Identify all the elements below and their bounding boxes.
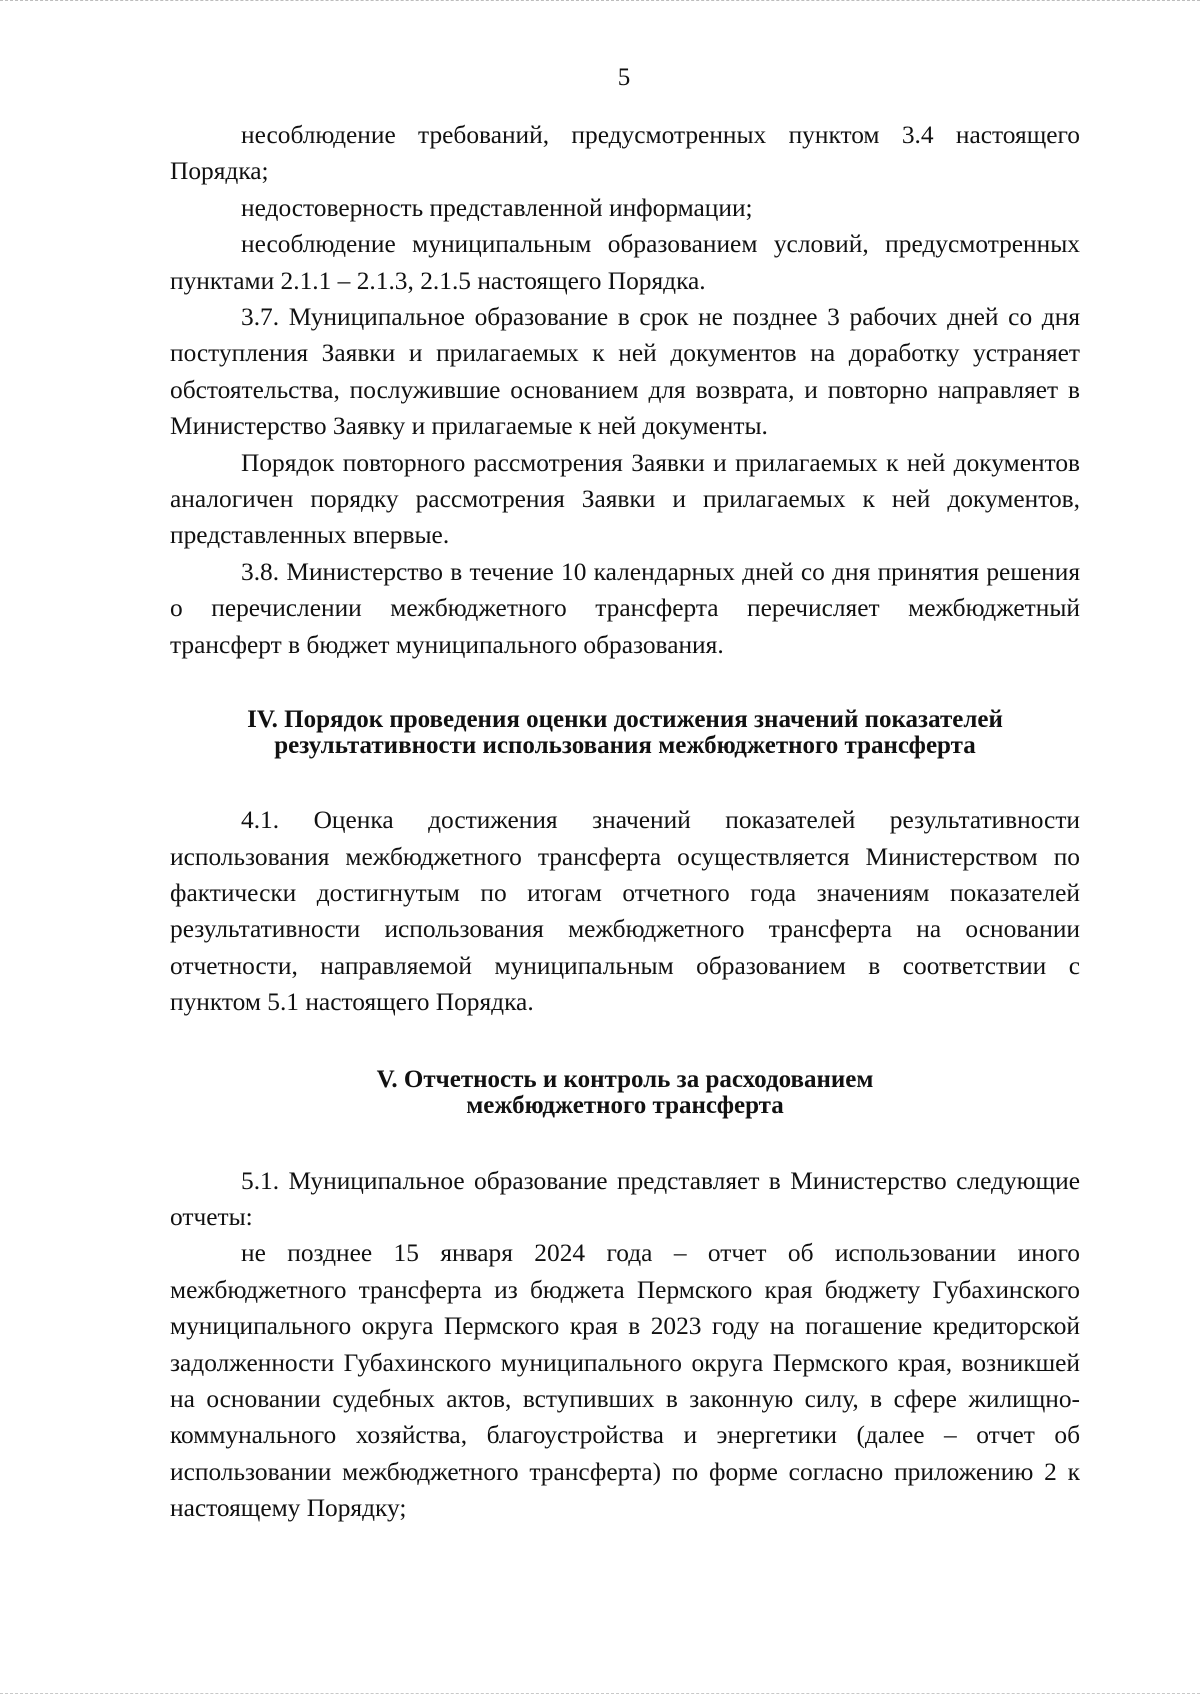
paragraph-3-8: 3.8. Министерство в течение 10 календарных дней со дня принятия решения о перечислении межбюджетного трансферта перечисляет межбюджетный трансферт в бюджет муниципального образования. [170, 557, 1080, 659]
scan-edge-bottom [0, 1693, 1200, 1694]
page-number: 5 [617, 64, 631, 91]
section-heading-iv-line-1: IV. Порядок проведения оценки достижения значений показателей [247, 706, 1003, 734]
paragraph: несоблюдение требований, предусмотренных пунктом 3.4 настоящего Порядка; [170, 121, 1080, 186]
paragraph: не позднее 15 января 2024 года – отчет об использовании иного межбюджетного трансферта из бюджета Пермского края бюджету Губахинского муниципального округа Пермского края в 2023 году на погашение кредиторской задолженности Губахинского муниципального округа Пермского края, возникшей на основании судебных актов, вступивших в законную силу, в сфере жилищно-коммунального хозяйства, благоустройства и энергетики (далее – отчет об использовании межбюджетного трансферта) по форме согласно приложению 2 к настоящему Порядку; [170, 1239, 1080, 1523]
paragraph: несоблюдение муниципальным образованием условий, предусмотренных пунктами 2.1.1 – 2.1.3, 2.1.5 настоящего Порядка. [170, 230, 1080, 295]
section-heading-v [170, 1067, 1080, 1119]
section-heading-iv-line-2: результативности использования межбюджетного трансферта [274, 732, 976, 760]
paragraph: недостоверность представленной информации; [241, 193, 753, 222]
paragraph: Порядок повторного рассмотрения Заявки и прилагаемых к ней документов аналогичен порядку рассмотрения Заявки и прилагаемых к ней документов, представленных впервые. [170, 448, 1080, 550]
scan-edge-top [0, 0, 1200, 1]
section-heading-v-line-1: V. Отчетность и контроль за расходованием [376, 1065, 874, 1093]
section-heading-v-line-2: межбюджетного трансферта [466, 1091, 784, 1119]
document-body [170, 117, 1080, 1527]
section-heading-iv [170, 707, 1080, 759]
paragraph-5-1: 5.1. Муниципальное образование представляет в Министерство следующие отчеты: [170, 1166, 1080, 1231]
paragraph-3-7: 3.7. Муниципальное образование в срок не позднее 3 рабочих дней со дня поступления Заявки и прилагаемых к ней документов на доработку устраняет обстоятельства, послужившие основанием для возврата, и повторно направляет в Министерство Заявку и прилагаемые к ней документы. [170, 303, 1080, 441]
paragraph-4-1: 4.1. Оценка достижения значений показателей результативности использования межбюджетного трансферта осуществляется Министерством по фактически достигнутым по итогам отчетного года значениям показателей результативности использования межбюджетного трансферта на основании отчетности, направляемой муниципальным образованием в соответствии с пунктом 5.1 настоящего Порядка. [170, 806, 1080, 1017]
